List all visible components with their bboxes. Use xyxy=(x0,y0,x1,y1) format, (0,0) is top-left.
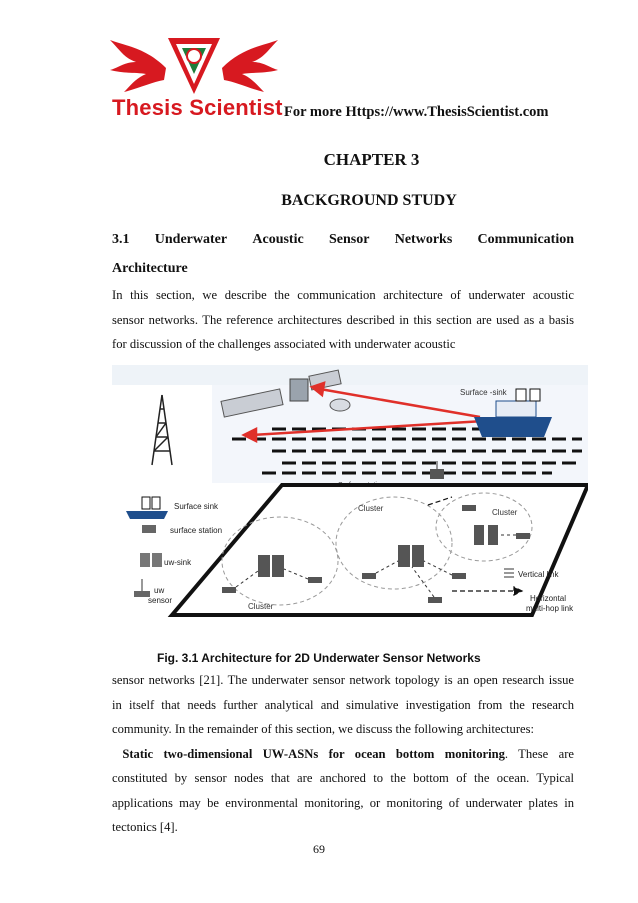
text-line: community. In the remainder of this section, we discuss the following architectures: xyxy=(112,722,535,736)
svg-text:Vertical link: Vertical link xyxy=(518,570,559,579)
svg-text:Cluster: Cluster xyxy=(492,508,518,517)
svg-text:uw: uw xyxy=(154,586,165,595)
svg-text:uw-sink: uw-sink xyxy=(164,558,192,567)
intro-paragraph xyxy=(112,283,574,357)
text-line: sensor networks. The reference architectures described in this section are used as a basis xyxy=(112,312,574,327)
svg-text:Surface sink: Surface sink xyxy=(174,502,219,511)
legend-buoy-icon xyxy=(142,525,156,533)
svg-text:Cluster: Cluster xyxy=(248,602,274,611)
section-number: 3.1 xyxy=(112,232,130,247)
text-line: constituted by sensor nodes that are anchored to the bottom of the ocean. Typical xyxy=(112,771,574,785)
section-heading-continued: Architecture xyxy=(112,261,188,276)
section-word: Sensor xyxy=(328,232,370,247)
chapter-number: CHAPTER 3 xyxy=(323,150,420,169)
body-paragraph xyxy=(112,668,574,840)
section-word: Acoustic xyxy=(252,232,304,247)
chapter-title: BACKGROUND STUDY xyxy=(281,192,457,209)
figure-caption: Fig. 3.1 Architecture for 2D Underwater Sensor Networks xyxy=(157,651,481,665)
bold-lead: Static two-dimensional UW-ASNs for ocean bottom monitoring xyxy=(122,746,505,761)
svg-text:Cluster: Cluster xyxy=(358,504,384,513)
logo-wordmark: Thesis Scientist xyxy=(112,95,283,120)
architecture-figure xyxy=(112,365,588,620)
page-number: 69 xyxy=(313,842,325,856)
svg-text:surface station: surface station xyxy=(170,526,223,535)
text-line: in itself that needs further analytical and simulative investigation from the research xyxy=(112,697,574,712)
section-heading xyxy=(112,232,574,248)
text-line: In this section, we describe the communication architecture of underwater acoustic xyxy=(112,288,574,302)
section-word: Networks xyxy=(394,232,453,247)
section-word: Communication xyxy=(477,232,574,247)
text-line: tectonics [4]. xyxy=(112,820,178,834)
text-line: applications may be environmental monitoring, or monitoring of underwater plates in xyxy=(112,795,574,810)
text-line: for discussion of the challenges associated with underwater acoustic xyxy=(112,337,456,351)
text-line: Static two-dimensional UW-ASNs for ocean bottom monitoring. These are xyxy=(122,746,574,761)
text-line: sensor networks [21]. The underwater sensor network topology is an open research issue xyxy=(112,673,574,687)
label-surface-station: Surface station xyxy=(338,482,385,489)
header-website-link[interactable]: For more Https://www.ThesisScientist.com xyxy=(284,104,549,120)
svg-text:Horizontal: Horizontal xyxy=(530,594,567,603)
svg-text:multi-hop link: multi-hop link xyxy=(526,604,574,613)
section-word: Underwater xyxy=(154,232,228,247)
label-surface-sink: Surface -sink xyxy=(460,388,507,397)
svg-text:sensor: sensor xyxy=(148,596,173,605)
